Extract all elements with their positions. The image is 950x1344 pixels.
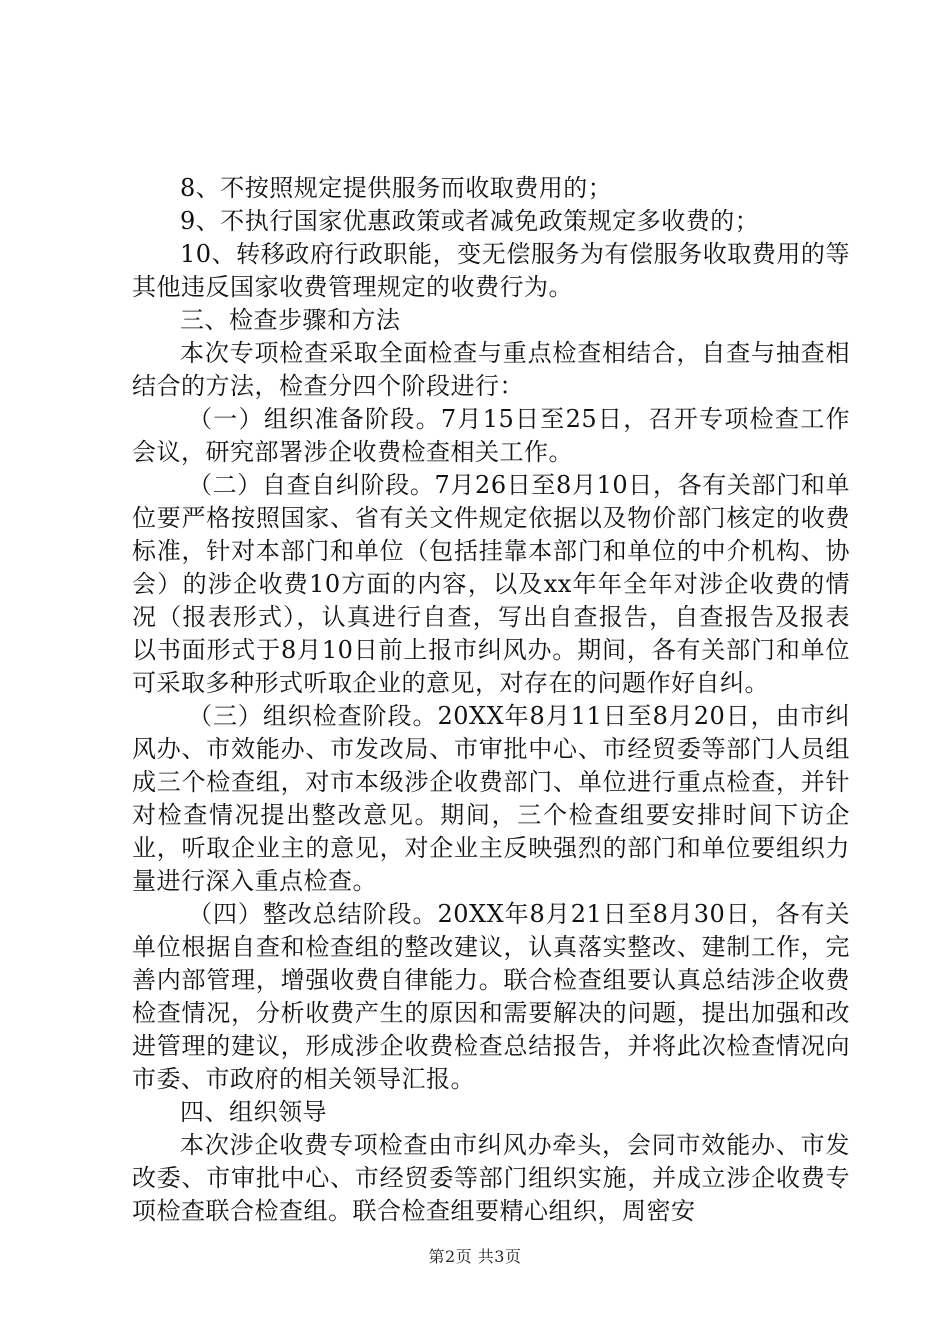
stage-1-paragraph: （一）组织准备阶段。7月15日至25日，召开专项检查工作会议，研究部署涉企收费检查相关工作。 — [132, 405, 850, 466]
section-4-paragraph: 本次涉企收费专项检查由市纠风办牵头，会同市效能办、市发改委、市审批中心、市经贸委等部门组织实施，并成立涉企收费专项检查联合检查组。联合检查组要精心组织，周密安 — [132, 1131, 850, 1225]
stage-2-paragraph: （二）自查自纠阶段。7月26日至8月10日，各有关部门和单位要严格按照国家、省有关文件规定依据以及物价部门核定的收费标准，针对本部门和单位（包括挂靠本部门和单位的中介机构、协会）的涉企收费10方面的内容，以及xx年年全年对涉企收费的情况（报表形式），认真进行自查，写出自查报告，自查报告及报表以书面形式于8月10日前上报市纠风办。期间，各有关部门和单位可采取多种形式听取企业的意见，对存在的问题作好自纠。 — [132, 471, 850, 697]
list-item-9: 9、不执行国家优惠政策或者减免政策规定多收费的； — [180, 207, 760, 235]
page-number-footer: 第2页 共3页 — [428, 1247, 522, 1266]
section-heading-3: 三、检查步骤和方法 — [180, 306, 401, 334]
list-item-10: 10、转移政府行政职能，变无偿服务为有偿服务收取费用的等其他违反国家收费管理规定的收费行为。 — [132, 240, 850, 301]
stage-3-paragraph: （三）组织检查阶段。20XX年8月11日至8月20日，由市纠风办、市效能办、市发改局、市审批中心、市经贸委等部门人员组成三个检查组，对市本级涉企收费部门、单位进行重点检查，并针对检查情况提出整改意见。期间，三个检查组要安排时间下访企业，听取企业主的意见，对企业主反映强烈的部门和单位要组织力量进行深入重点检查。 — [132, 702, 850, 895]
list-item-8: 8、不按照规定提供服务而收取费用的； — [180, 174, 613, 202]
document-body — [132, 172, 850, 1228]
section-3-intro: 本次专项检查采取全面检查与重点检查相结合，自查与抽查相结合的方法，检查分四个阶段进行： — [132, 339, 850, 400]
stage-4-paragraph: （四）整改总结阶段。20XX年8月21日至8月30日，各有关单位根据自查和检查组的整改建议，认真落实整改、建制工作，完善内部管理，增强收费自律能力。联合检查组要认真总结涉企收费检查情况，分析收费产生的原因和需要解决的问题，提出加强和改进管理的建议，形成涉企收费检查总结报告，并将此次检查情况向市委、市政府的相关领导汇报。 — [132, 900, 850, 1093]
section-heading-4: 四、组织领导 — [180, 1098, 327, 1126]
